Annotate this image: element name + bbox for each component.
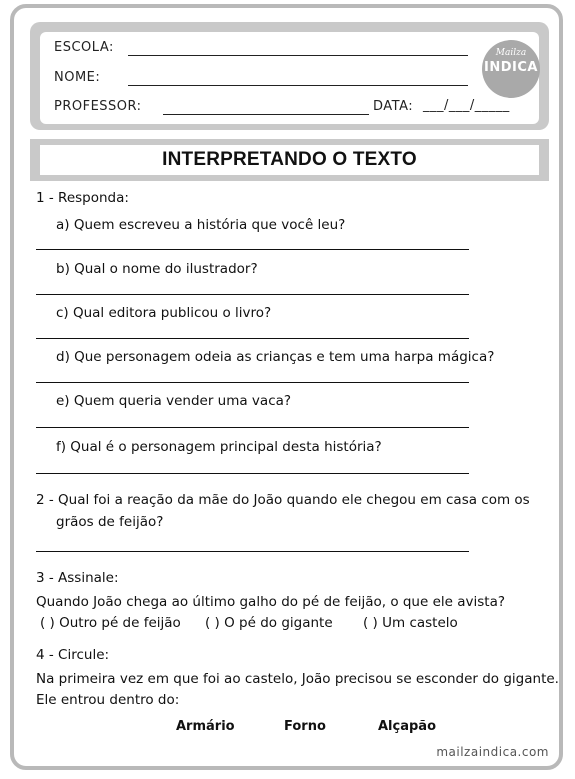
date-field[interactable]: ___/___/_____ xyxy=(423,98,510,113)
q3-heading: 3 - Assinale: xyxy=(36,570,119,586)
professor-label: PROFESSOR: xyxy=(54,99,142,114)
q3-question: Quando João chega ao último galho do pé de feijão, o que ele avista? xyxy=(36,594,506,610)
q1d-text: d) Que personagem odeia as crianças e tem uma harpa mágica? xyxy=(56,349,495,365)
q1d-answer-line[interactable] xyxy=(36,382,469,383)
q4-line2: Ele entrou dentro do: xyxy=(36,692,180,708)
nome-label: NOME: xyxy=(54,70,101,85)
q3-option-3[interactable]: ( ) Um castelo xyxy=(363,615,458,631)
footer-site: mailzaindica.com xyxy=(436,745,549,759)
q4-option-forno[interactable]: Forno xyxy=(284,719,326,734)
professor-line[interactable] xyxy=(163,114,369,115)
q2-answer-line[interactable] xyxy=(36,551,469,552)
escola-line[interactable] xyxy=(128,55,468,56)
q3-option-1[interactable]: ( ) Outro pé de feijão xyxy=(40,615,181,631)
logo-top-text: Mailza xyxy=(495,48,527,58)
q1e-text: e) Quem queria vender uma vaca? xyxy=(56,393,292,409)
data-label: DATA: xyxy=(373,99,414,114)
q1-heading: 1 - Responda: xyxy=(36,190,129,206)
q1b-text: b) Qual o nome do ilustrador? xyxy=(56,261,258,277)
q1a-answer-line[interactable] xyxy=(36,249,469,250)
title-bar xyxy=(30,139,549,181)
q4-heading: 4 - Circule: xyxy=(36,647,110,663)
q2-line1: 2 - Qual foi a reação da mãe do João quando ele chegou em casa com os xyxy=(36,492,530,508)
q1f-text: f) Qual é o personagem principal desta história? xyxy=(56,439,382,455)
q1f-answer-line[interactable] xyxy=(36,473,469,474)
q1b-answer-line[interactable] xyxy=(36,294,469,295)
q3-option-2[interactable]: ( ) O pé do gigante xyxy=(205,615,333,631)
q4-option-alcapao[interactable]: Alçapão xyxy=(378,719,437,734)
q1c-answer-line[interactable] xyxy=(36,338,469,339)
q4-line1: Na primeira vez em que foi ao castelo, João precisou se esconder do gigante. xyxy=(36,671,559,687)
q1e-answer-line[interactable] xyxy=(36,427,469,428)
page-title: INTERPRETANDO O TEXTO xyxy=(40,145,539,175)
logo-bottom-text: INDICA xyxy=(484,60,538,75)
mailza-indica-logo xyxy=(482,40,540,98)
q4-option-armario[interactable]: Armário xyxy=(176,719,235,734)
q2-line2: grãos de feijão? xyxy=(56,514,164,530)
escola-label: ESCOLA: xyxy=(54,40,114,55)
q1a-text: a) Quem escreveu a história que você leu? xyxy=(56,217,346,233)
q1c-text: c) Qual editora publicou o livro? xyxy=(56,305,272,321)
nome-line[interactable] xyxy=(128,85,468,86)
